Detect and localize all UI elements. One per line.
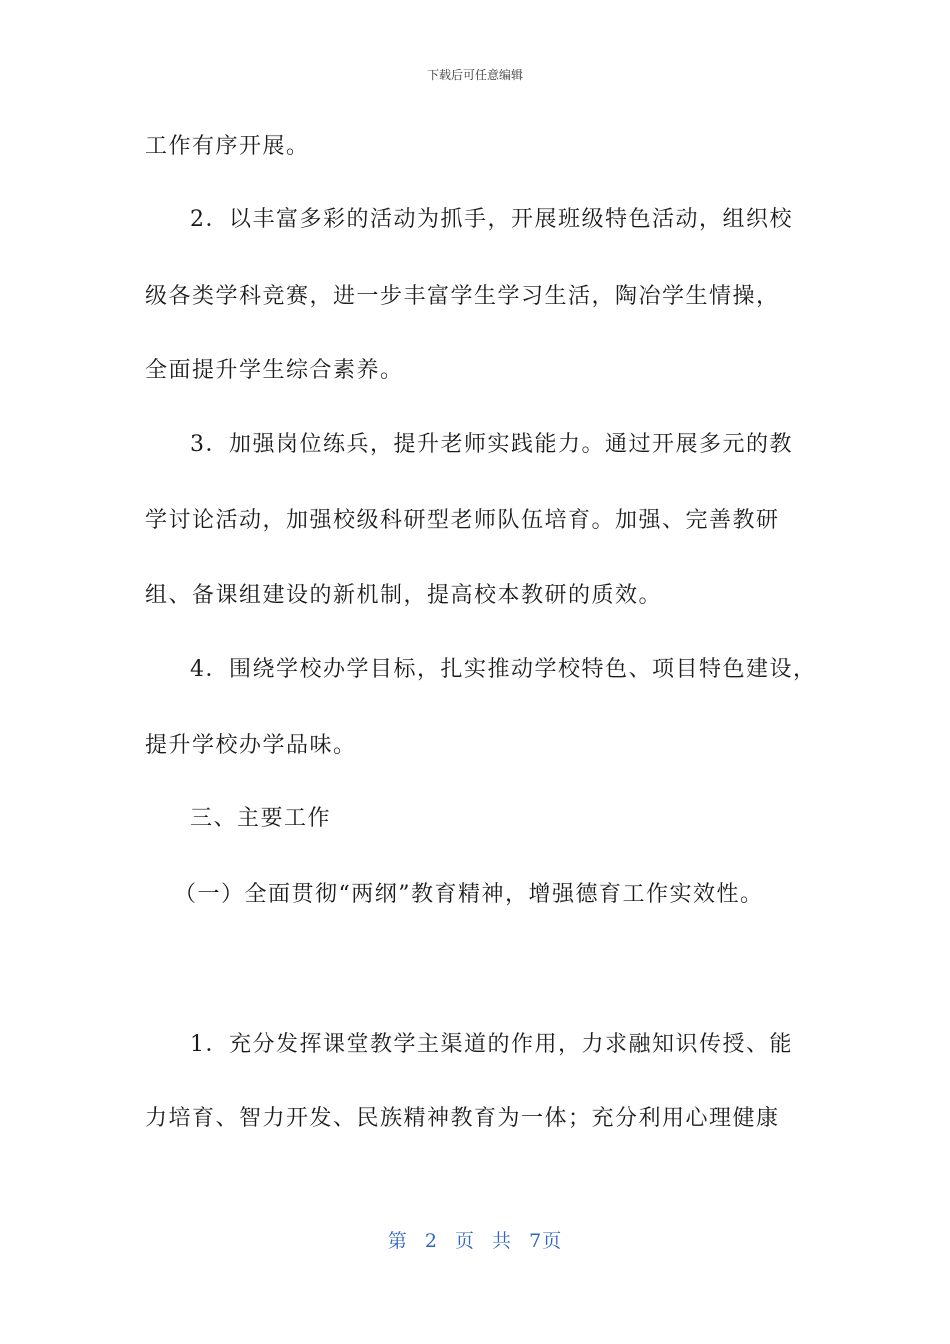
- paragraph-line: 1．充分发挥课堂教学主渠道的作用，力求融知识传授、能: [190, 1032, 793, 1057]
- paragraph-line: 全面提升学生综合素养。: [145, 358, 404, 383]
- page-footer: [0, 1226, 950, 1253]
- paragraph-line: 2．以丰富多彩的活动为抓手，开展班级特色活动，组织校: [190, 207, 793, 232]
- footer-total-label: 共: [492, 1230, 513, 1252]
- paragraph-line: 力培育、智力开发、民族精神教育为一体；充分利用心理健康: [145, 1106, 780, 1131]
- paragraph-line: 组、备课组建设的新机制，提高校本教研的质效。: [145, 583, 663, 608]
- paragraph-line: 4．围绕学校办学目标，扎实推动学校特色、项目特色建设，: [190, 657, 817, 682]
- paragraph-line: 3．加强岗位练兵，提升老师实践能力。通过开展多元的教: [190, 432, 793, 457]
- footer-total-pages: 7页: [529, 1230, 563, 1252]
- paragraph-line: 级各类学科竞赛，进一步丰富学生学习生活，陶冶学生情操，: [145, 284, 780, 309]
- footer-prefix: 第: [387, 1230, 408, 1252]
- paragraph-line: 学讨论活动，加强校级科研型老师队伍培育。加强、完善教研: [145, 508, 780, 533]
- footer-page-unit: 页: [454, 1230, 475, 1252]
- section-heading: 三、主要工作: [190, 806, 332, 831]
- paragraph-line: 工作有序开展。: [145, 134, 310, 159]
- header-note: 下载后可任意编辑: [426, 68, 523, 82]
- footer-page-number: 2: [424, 1230, 438, 1252]
- paragraph-line: 提升学校办学品味。: [145, 733, 357, 758]
- subsection-heading: （一）全面贯彻“两纲”教育精神，增强德育工作实效性。: [174, 882, 764, 907]
